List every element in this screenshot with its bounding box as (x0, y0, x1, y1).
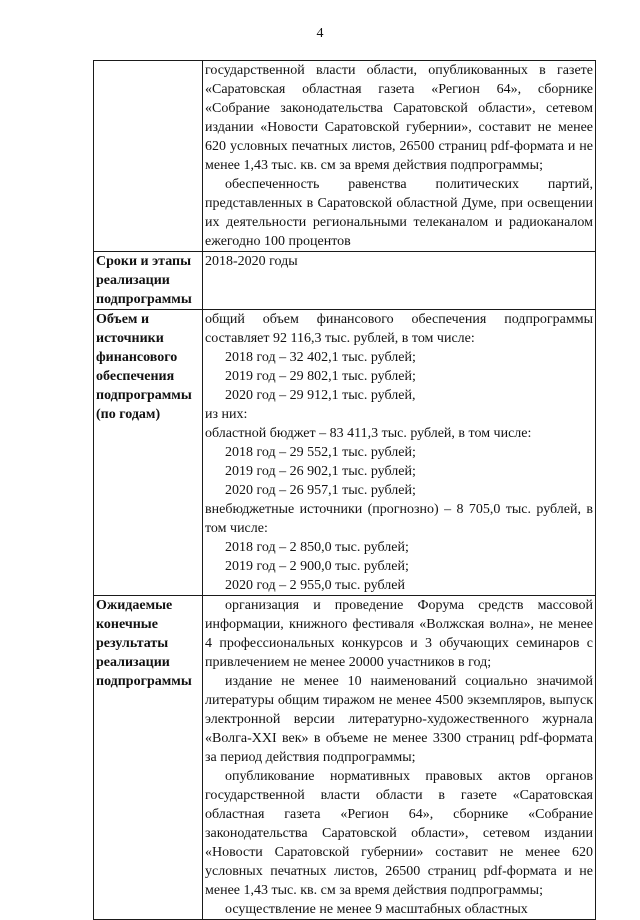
row-content-cell (203, 310, 596, 596)
content-paragraph: 2020 год – 26 957,1 тыс. рублей; (225, 483, 416, 498)
content-paragraph: опубликование нормативных правовых актов органов государственной власти области в газете «Саратовская областная газета «Регион 64», сборнике «Собрание законодательства Саратовской области», сетевом издании «Новости Саратовской губернии» составит не менее 620 условных печатных листов, 26500 страниц pdf-формата и не менее 1,43 тыс. кв. см за время действия подпрограммы; (205, 769, 593, 898)
row-label-cell (94, 252, 203, 310)
row-content-cell (203, 252, 596, 310)
row-content-cell (203, 61, 596, 252)
row-label-line: Объем и (96, 312, 150, 327)
row-label-line: (по годам) (96, 407, 161, 422)
row-label-line: подпрограммы (96, 388, 192, 403)
row-label-line: реализации (96, 273, 170, 288)
passport-table-body (94, 61, 596, 920)
row-label-line: Сроки и этапы (96, 254, 192, 269)
row-label-line: источники (96, 331, 164, 346)
table-row (94, 61, 596, 252)
content-paragraph: 2019 год – 29 802,1 тыс. рублей; (225, 369, 416, 384)
content-paragraph: осуществление не менее 9 масштабных областных (225, 902, 528, 917)
row-label-line: подпрограммы (96, 292, 192, 307)
content-paragraph: 2018 год – 29 552,1 тыс. рублей; (225, 445, 416, 460)
content-paragraph: из них: (205, 407, 248, 422)
row-label-cell (94, 596, 203, 920)
row-label-line: финансового (96, 350, 178, 365)
content-paragraph: 2019 год – 26 902,1 тыс. рублей; (225, 464, 416, 479)
content-paragraph: 2018-2020 годы (205, 254, 298, 269)
content-paragraph: организация и проведение Форума средств массовой информации, книжного фестиваля «Волжская волна», не менее 4 профессиональных конкурсов и 3 обучающих семинаров с привлечением не менее 20000 участников в год; (205, 598, 593, 670)
content-paragraph: 2020 год – 2 955,0 тыс. рублей (225, 578, 405, 593)
table-row (94, 310, 596, 596)
row-content-cell (203, 596, 596, 920)
row-label-line: реализации (96, 655, 170, 670)
passport-table (93, 60, 596, 920)
row-label-line: конечные (96, 617, 158, 632)
content-paragraph: областной бюджет – 83 411,3 тыс. рублей, в том числе: (205, 426, 532, 441)
content-paragraph: 2020 год – 29 912,1 тыс. рублей, (225, 388, 416, 403)
row-label-cell (94, 310, 203, 596)
row-label-cell (94, 61, 203, 252)
row-label-line: Ожидаемые (96, 598, 173, 613)
table-row (94, 252, 596, 310)
content-paragraph: 2019 год – 2 900,0 тыс. рублей; (225, 559, 409, 574)
content-paragraph: издание не менее 10 наименований социально значимой литературы общим тиражом не менее 4500 экземпляров, выпуск электронной версии литературно-художественного журнала «Волга-XXI век» в объеме не менее 3300 страниц pdf-формата за период действия подпрограммы; (205, 674, 593, 765)
content-paragraph: 2018 год – 32 402,1 тыс. рублей; (225, 350, 416, 365)
content-paragraph: 2018 год – 2 850,0 тыс. рублей; (225, 540, 409, 555)
content-paragraph: общий объем финансового обеспечения подпрограммы составляет 92 116,3 тыс. рублей, в том числе: (205, 312, 593, 346)
content-paragraph: внебюджетные источники (прогнозно) – 8 705,0 тыс. рублей, в том числе: (205, 502, 593, 536)
page-number: 4 (316, 26, 324, 41)
content-paragraph: государственной власти области, опубликованных в газете «Саратовская областная газета «Регион 64», сборнике «Собрание законодательства Саратовской области», сетевом издании «Новости Саратовской губернии», составит не менее 620 условных печатных листов, 26500 страниц pdf-формата и не менее 1,43 тыс. кв. см за время действия подпрограммы; (205, 63, 593, 173)
row-label-line: подпрограммы (96, 674, 192, 689)
table-row (94, 596, 596, 920)
row-label-line: результаты (96, 636, 169, 651)
row-label-line: обеспечения (96, 369, 175, 384)
content-paragraph: обеспеченность равенства политических партий, представленных в Саратовской областной Думе, при освещении их деятельности региональными телеканалом и радиоканалом ежегодно 100 процентов (205, 177, 593, 249)
